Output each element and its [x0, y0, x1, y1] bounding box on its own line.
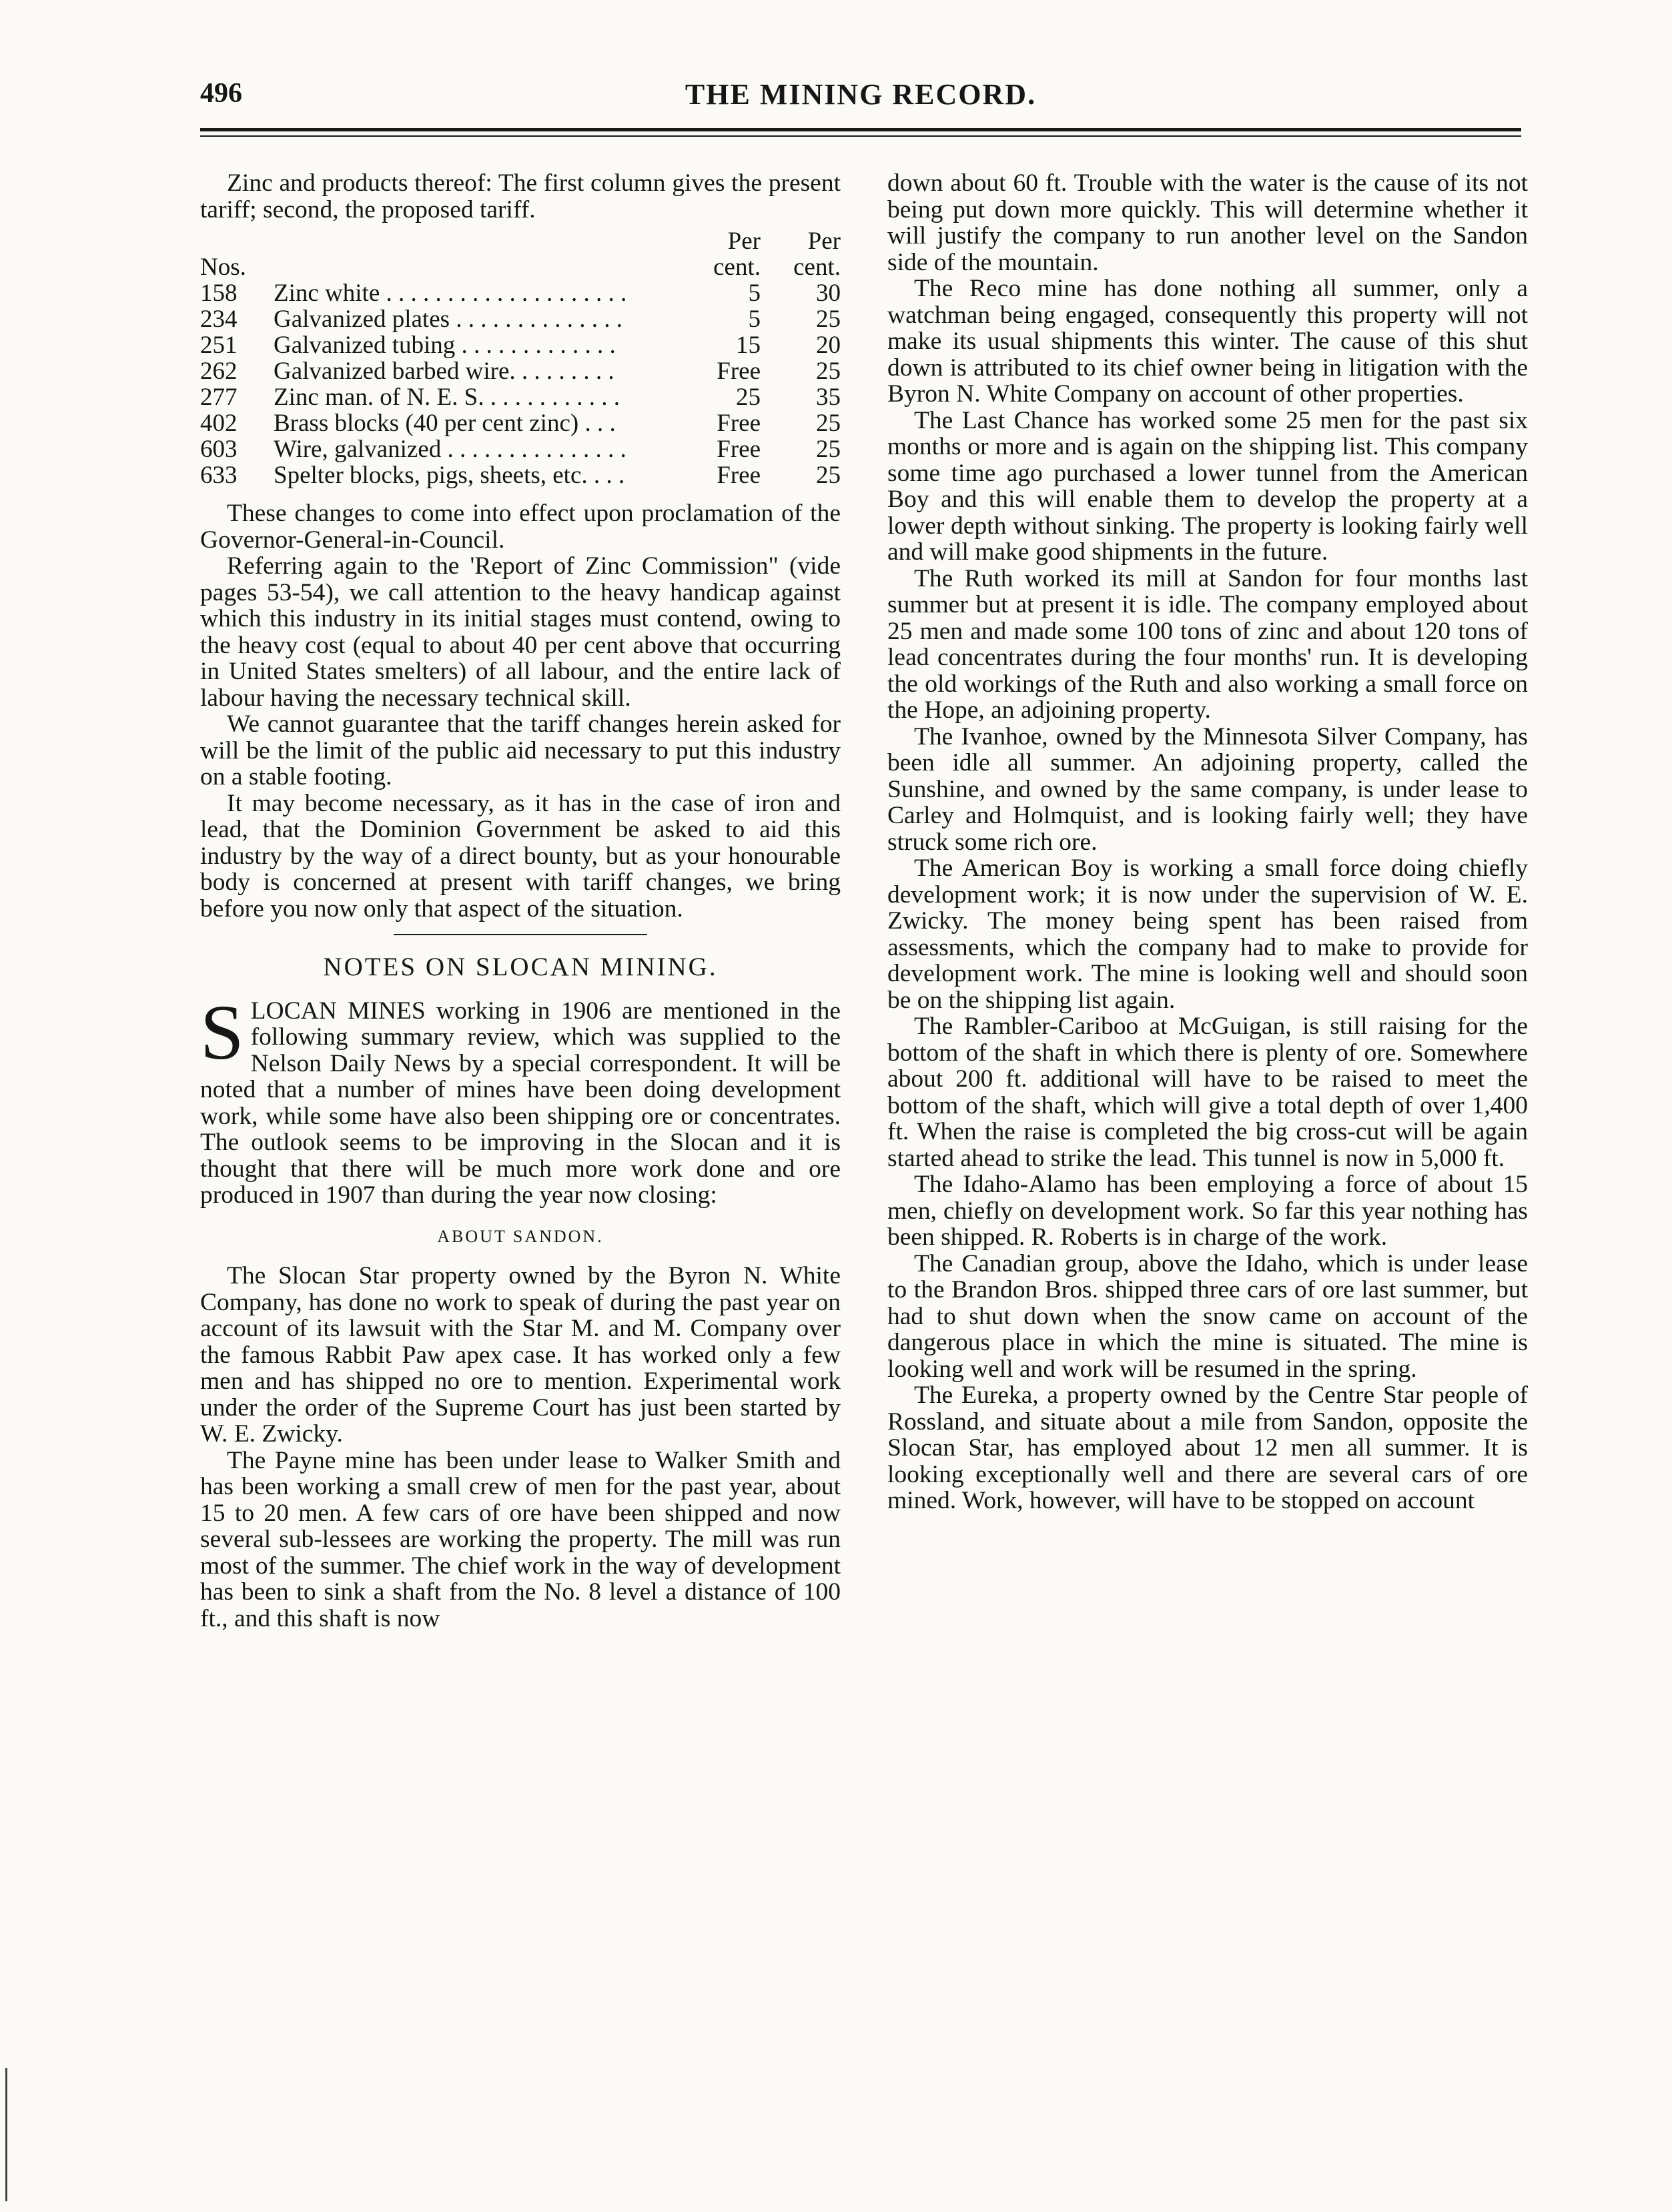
- col2-header-a: Per: [807, 227, 841, 255]
- table-row: [200, 436, 841, 462]
- header-rule-thick: [200, 128, 1521, 131]
- row-proposed: 25: [816, 436, 841, 463]
- row-item: Galvanized plates . . . . . . . . . . . . . .: [274, 306, 623, 333]
- table-row: [200, 358, 841, 384]
- table-row: [200, 384, 841, 410]
- row-proposed: 25: [816, 306, 841, 333]
- row-item: Galvanized tubing . . . . . . . . . . . . .: [274, 332, 616, 359]
- paragraph: Referring again to the 'Report of Zinc Commission" (vide pages 53-54), we call attention to the heavy handicap against which this industry in its initial stages must contend, owing to the heavy cost (equal to about 40 per cent above that occurring in United States smelters) of all labour, and the entire lack of labour having the necessary technical skill.: [200, 552, 841, 712]
- col-no-header: Nos.: [200, 253, 246, 281]
- right-column: [887, 170, 1528, 1514]
- section-divider: [394, 934, 647, 935]
- tariff-intro: Zinc and products thereof: The first column gives the present tariff; second, the proposed tariff.: [200, 169, 841, 223]
- paragraph: The Ruth worked its mill at Sandon for four months last summer but at present it is idle. The company employed about 25 men and made some 100 tons of zinc and about 120 tons of lead concentrates during the four months' run. It is developing the old workings of the Ruth and also working a small force on the Hope, an adjoining property.: [887, 564, 1528, 724]
- row-no: 251: [200, 332, 238, 359]
- row-proposed: 20: [816, 332, 841, 359]
- paragraph: The American Boy is working a small force doing chiefly development work; it is now under the supervision of W. E. Zwicky. The money being spent has been raised from assessments, which the company had to make to provide for development work. The mine is looking well and should soon be on the shipping list again.: [887, 855, 1528, 1014]
- row-present: 15: [736, 332, 761, 359]
- page-header: [200, 77, 1521, 117]
- row-item: Zinc man. of N. E. S. . . . . . . . . . . .: [274, 384, 620, 411]
- row-present: Free: [717, 462, 761, 489]
- page-number: 496: [200, 78, 242, 109]
- row-no: 402: [200, 410, 238, 437]
- tariff-header-row-1: [200, 228, 841, 254]
- paragraph: We cannot guarantee that the tariff changes herein asked for will be the limit of the public aid necessary to put this industry on a stable footing.: [200, 710, 841, 790]
- header-rule-thin: [200, 135, 1521, 137]
- row-item: Brass blocks (40 per cent zinc) . . .: [274, 410, 616, 437]
- row-item: Wire, galvanized . . . . . . . . . . . . . . .: [274, 436, 626, 463]
- row-item: Galvanized barbed wire. . . . . . . . .: [274, 358, 614, 385]
- paragraph: The Rambler-Cariboo at McGuigan, is still raising for the bottom of the shaft in which there is plenty of ore. Somewhere about 200 ft. additional will have to be raised to meet the bottom of the shaft, which will give a total depth of over 1,400 ft. When the raise is completed the big cross-cut will be again started ahead to strike the lead. This tunnel is now in 5,000 ft.: [887, 1013, 1528, 1172]
- row-no: 633: [200, 462, 238, 489]
- journal-title: THE MINING RECORD.: [685, 78, 1037, 111]
- table-row: [200, 462, 841, 488]
- row-present: 5: [748, 306, 761, 333]
- table-row: [200, 410, 841, 436]
- row-present: Free: [717, 436, 761, 463]
- table-row: [200, 332, 841, 358]
- paragraph: These changes to come into effect upon proclamation of the Governor-General-in-Council.: [200, 500, 841, 554]
- lead-paragraph: [200, 988, 841, 1209]
- row-present: 25: [736, 384, 761, 411]
- tariff-header-row-2: [200, 254, 841, 280]
- paragraph: The Ivanhoe, owned by the Minnesota Silver Company, has been idle all summer. An adjoining property, called the Sunshine, and owned by the same company, is under lease to Carley and Holmquist, and is looking fairly well; they have struck some rich ore.: [887, 722, 1528, 856]
- margin-mark: [5, 2068, 7, 2201]
- paragraph: The Idaho-Alamo has been employing a force of about 15 men, chiefly on development work. So far this year nothing has been shipped. R. Roberts is in charge of the work.: [887, 1171, 1528, 1251]
- row-proposed: 25: [816, 358, 841, 385]
- row-present: Free: [717, 410, 761, 437]
- row-proposed: 25: [816, 410, 841, 437]
- paragraph: The Eureka, a property owned by the Centre Star people of Rossland, and situate about a mile from Sandon, opposite the Slocan Star, has employed about 12 men all summer. It is looking exceptionally well and there are several cars of ore mined. Work, however, will have to be stopped on account: [887, 1381, 1528, 1514]
- row-item: Zinc white . . . . . . . . . . . . . . . . . . . .: [274, 280, 627, 307]
- paragraph: The Payne mine has been under lease to Walker Smith and has been working a small crew of men for the past year, about 15 to 20 men. A few cars of ore have been shipped and now several sub-lessees are working the property. The mill was run most of the summer. The chief work in the way of development has been to sink a shaft from the No. 8 level a distance of 100 ft., and this shaft is now: [200, 1446, 841, 1632]
- paragraph: The Canadian group, above the Idaho, which is under lease to the Brandon Bros. shipped three cars of ore last summer, but had to shut down when the snow came on account of the dangerous place in which the mine is situated. The mine is looking well and work will be resumed in the spring.: [887, 1249, 1528, 1383]
- row-present: 5: [748, 280, 761, 307]
- row-present: Free: [717, 358, 761, 385]
- table-row: [200, 280, 841, 306]
- paragraph: down about 60 ft. Trouble with the water is the cause of its not being put down more quickly. This will determine whether it will justify the company to run another level on the Sandon side of the mountain.: [887, 169, 1528, 276]
- row-item: Spelter blocks, pigs, sheets, etc. . . .: [274, 462, 625, 489]
- table-row: [200, 306, 841, 332]
- col1-header-a: Per: [727, 227, 761, 255]
- row-no: 262: [200, 358, 238, 385]
- section-title: NOTES ON SLOCAN MINING.: [323, 953, 718, 981]
- tariff-table: [200, 228, 841, 488]
- row-no: 603: [200, 436, 238, 463]
- paragraph: The Reco mine has done nothing all summer, only a watchman being engaged, consequently this property will not make its usual shipments this winter. The cause of this shut down is attributed to its chief owner being in litigation with the Byron N. White Company on account of other properties.: [887, 275, 1528, 408]
- left-column: [200, 170, 841, 1632]
- subsection-heading: ABOUT SANDON.: [437, 1226, 604, 1246]
- row-proposed: 30: [816, 280, 841, 307]
- col2-header-b: cent.: [793, 253, 841, 281]
- row-proposed: 35: [816, 384, 841, 411]
- row-no: 277: [200, 384, 238, 411]
- paragraph: It may become necessary, as it has in the case of iron and lead, that the Dominion Government be asked to aid this industry by the way of a direct bounty, but as your honourable body is concerned at present with tariff changes, we bring before you now only that aspect of the situation.: [200, 789, 841, 923]
- row-no: 234: [200, 306, 238, 333]
- paragraph: The Last Chance has worked some 25 men for the past six months or more and is again on the shipping list. This company some time ago purchased a lower tunnel from the American Boy and this will enable them to develop the property at a lower depth without sinking. The property is looking fairly well and will make good shipments in the future.: [887, 406, 1528, 566]
- paragraph: The Slocan Star property owned by the Byron N. White Company, has done no work to speak of during the past year on account of its lawsuit with the Star M. and M. Company over the famous Rabbit Paw apex case. It has worked only a few men and has shipped no ore to mention. Experimental work under the order of the Supreme Court has just been started by W. E. Zwicky.: [200, 1262, 841, 1448]
- lead-paragraph-text: LOCAN MINES working in 1906 are mentioned in the following summary review, which was supplied to the Nelson Daily News by a special correspondent. It will be noted that a number of mines have been doing development work, while some have also been shipping ore or concentrates. The outlook seems to be improving in the Slocan and it is thought that there will be much more work done and ore produced in 1907 than during the year now closing:: [200, 997, 841, 1209]
- col1-header-b: cent.: [713, 253, 761, 281]
- drop-cap: S: [200, 988, 244, 1076]
- row-no: 158: [200, 280, 238, 307]
- row-proposed: 25: [816, 462, 841, 489]
